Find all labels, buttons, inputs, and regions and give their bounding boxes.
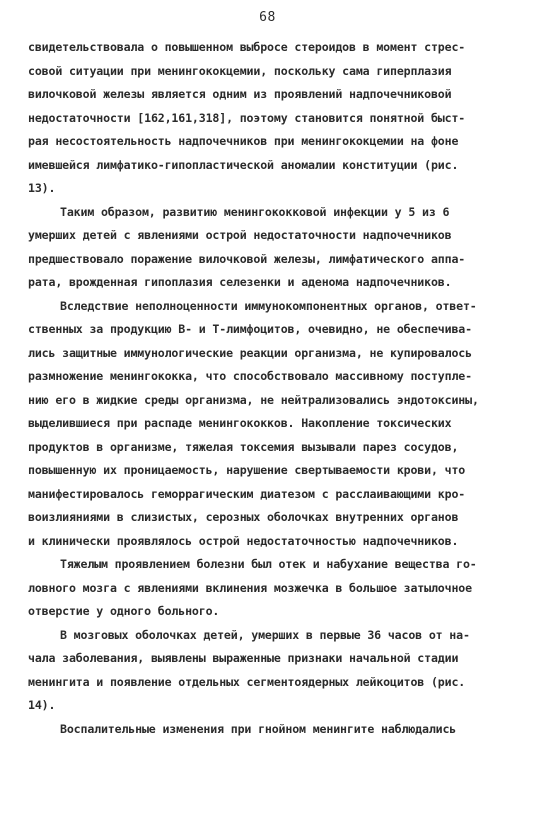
- text-line: менингита и появление отдельных сегментоядерных лейкоцитов (рис.: [28, 674, 466, 689]
- text-line: имевшейся лимфатико-гипопластической аномалии конституции (рис.: [28, 157, 459, 172]
- paragraph-first-line: Тяжелым проявлением болезни был отек и набухание вещества го-: [60, 557, 477, 571]
- text-line: 13).: [28, 181, 56, 195]
- text-line: размножение менингококка, что способствовало массивному поступле-: [28, 369, 472, 383]
- paragraph-first-line: Вследствие неполноценности иммунокомпонентных органов, ответ-: [60, 298, 477, 313]
- text-line: и клинически проявлялось острой недостаточностью надпочечников.: [28, 533, 459, 548]
- text-line: отверстие у одного больного.: [28, 604, 220, 618]
- text-line: продуктов в организме, тяжелая токсемия вызывали парез сосудов,: [28, 439, 459, 454]
- page-number: 68: [259, 10, 276, 25]
- paragraph-first-line: Таким образом, развитию менингококковой инфекции у 5 из 6: [60, 204, 450, 219]
- paragraph-first-line: В мозговых оболочках детей, умерших в первые 36 часов от на-: [60, 627, 470, 642]
- text-line: недостаточности [162,161,318], поэтому становится понятной быст-: [28, 110, 466, 125]
- text-line: чала заболевания, выявлены выраженные признаки начальной стадии: [28, 651, 459, 665]
- text-line: рата, врожденная гипоплазия селезенки и аденома надпочечников.: [28, 275, 452, 289]
- text-line: рая несостоятельность надпочечников при менингококцемии на фоне: [28, 134, 459, 148]
- text-line: 14).: [28, 698, 56, 712]
- text-line: повышенную их проницаемость, нарушение свертываемости крови, что: [28, 463, 466, 477]
- text-line: ственных за продукцию В- и Т-лимфоцитов, очевидно, не обеспечива-: [28, 322, 472, 336]
- text-line: совой ситуации при менингококцемии, поскольку сама гиперплазия: [28, 63, 452, 78]
- text-line: манифестировалось геморрагическим диатезом с расслаивающими кро-: [28, 486, 466, 501]
- text-line: ловного мозга с явлениями вклинения мозжечка в большое затылочное: [28, 580, 472, 595]
- text-line: выделившиеся при распаде менингококков. Накопление токсических: [28, 416, 452, 430]
- text-line: свидетельствовала о повышенном выбросе стероидов в момент стрес-: [28, 40, 466, 54]
- text-line: нию его в жидкие среды организма, не нейтрализовались эндотоксины,: [28, 392, 479, 407]
- text-line: воизлияниями в слизистых, серозных оболочках внутренних органов: [28, 510, 459, 524]
- text-line: умерших детей с явлениями острой недостаточности надпочечников: [28, 228, 452, 242]
- paragraph-first-line: Воспалительные изменения при гнойном менингите наблюдались: [60, 721, 457, 736]
- text-line: вилочковой железы является одним из проявлений надпочечниковой: [28, 87, 452, 101]
- text-line: лись защитные иммунологические реакции организма, не купировалось: [28, 345, 472, 360]
- body-text: [28, 36, 508, 741]
- text-line: предшествовало поражение вилочковой железы, лимфатического аппа-: [28, 251, 466, 266]
